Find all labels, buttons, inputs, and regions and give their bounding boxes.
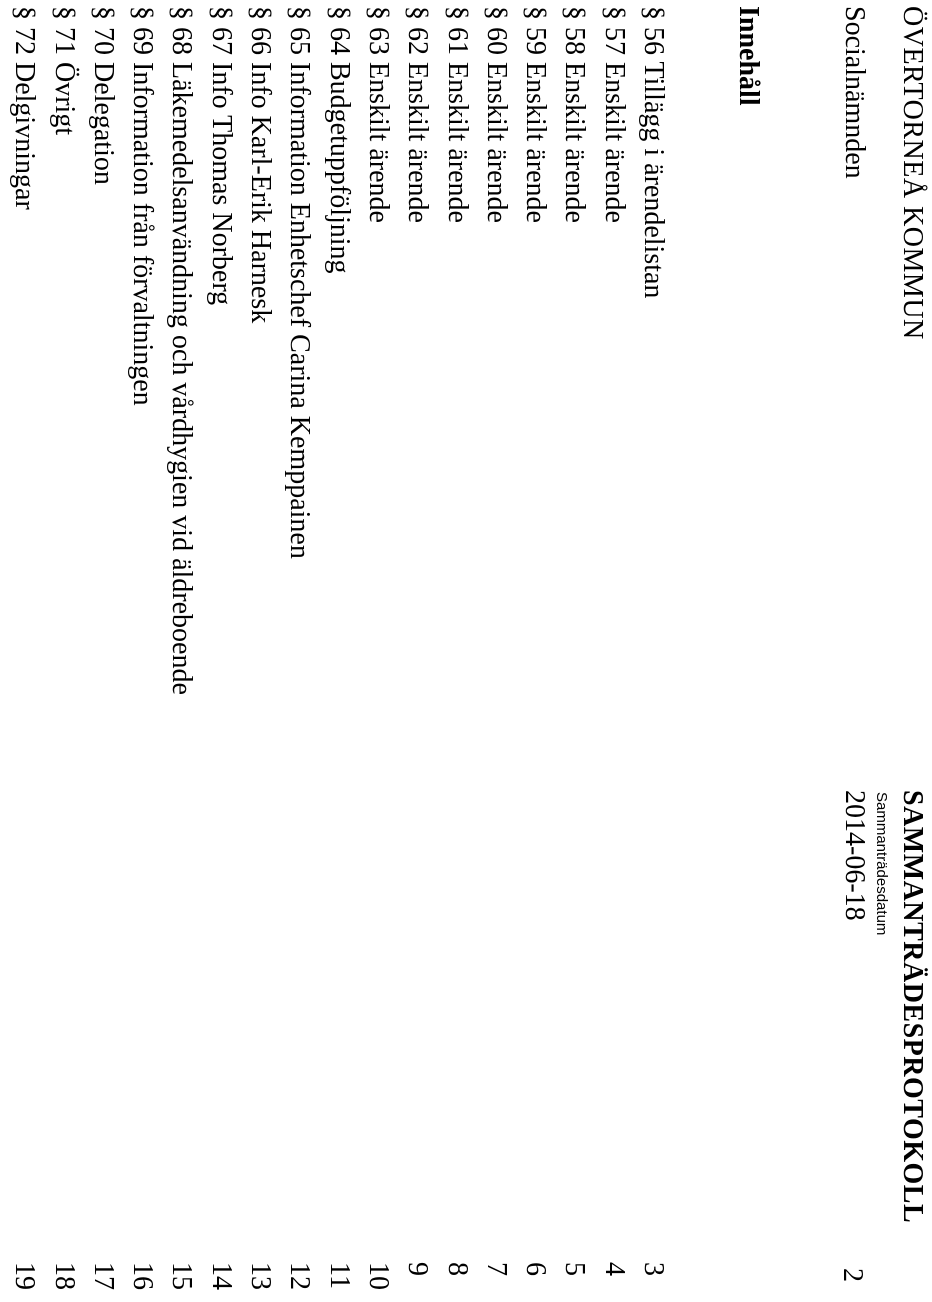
toc-entry xyxy=(631,0,670,1302)
table-of-contents xyxy=(2,0,670,1302)
toc-entry xyxy=(591,0,630,1302)
toc-entry-title: § 71 Övrigt xyxy=(48,6,80,136)
toc-entry xyxy=(198,0,237,1302)
meeting-date: 2014-06-18 xyxy=(839,790,870,921)
toc-entry-title: § 56 Tillägg i ärendelistan xyxy=(638,6,669,299)
toc-entry-title: § 64 Budgetuppföljning xyxy=(323,6,355,274)
toc-entry-title: § 70 Delegation xyxy=(87,6,119,185)
toc-entry-page: 19 xyxy=(9,1262,41,1290)
page-number: 2 xyxy=(837,1268,868,1282)
municipality-name: ÖVERTORNEÅ KOMMUN xyxy=(897,6,928,340)
toc-entry xyxy=(2,0,41,1302)
toc-entry xyxy=(41,0,80,1302)
toc-entry-page: 3 xyxy=(638,1262,669,1276)
toc-entry xyxy=(277,0,316,1302)
toc-entry-title: § 57 Enskilt ärende xyxy=(598,6,630,223)
toc-entry-page: 7 xyxy=(480,1262,512,1276)
toc-entry-page: 15 xyxy=(166,1262,198,1290)
toc-entry xyxy=(552,0,591,1302)
toc-entry-page: 13 xyxy=(245,1262,277,1290)
toc-entry-page: 18 xyxy=(48,1262,80,1290)
toc-entry-page: 9 xyxy=(402,1262,434,1276)
toc-entry-page: 11 xyxy=(323,1262,355,1289)
toc-entry-page: 12 xyxy=(284,1262,316,1290)
toc-entry-page: 6 xyxy=(520,1262,552,1276)
toc-entry xyxy=(395,0,434,1302)
toc-entry-title: § 67 Info Thomas Norberg xyxy=(205,6,237,306)
toc-entry xyxy=(120,0,159,1302)
toc-entry-title: § 58 Enskilt ärende xyxy=(559,6,591,223)
committee-name: Socialnämnden xyxy=(839,6,870,179)
toc-entry-title: § 61 Enskilt ärende xyxy=(441,6,473,223)
toc-entry-title: § 69 Information från förvaltningen xyxy=(127,6,159,406)
toc-entry-title: § 60 Enskilt ärende xyxy=(480,6,512,223)
toc-entry xyxy=(81,0,120,1302)
meeting-date-label: Sammanträdesdatum xyxy=(873,792,890,936)
toc-entry-title: § 68 Läkemedelsanvändning och vårdhygien vid äldreboende xyxy=(166,6,198,695)
toc-entry xyxy=(434,0,473,1302)
toc-entry xyxy=(316,0,355,1302)
toc-entry-page: 4 xyxy=(598,1262,630,1276)
toc-entry xyxy=(159,0,198,1302)
toc-entry-title: § 63 Enskilt ärende xyxy=(362,6,394,223)
document-type-title: SAMMANTRÄDESPROTOKOLL xyxy=(897,790,928,1224)
toc-entry-page: 17 xyxy=(87,1262,119,1290)
toc-entry-page: 14 xyxy=(205,1262,237,1290)
toc-entry-page: 5 xyxy=(559,1262,591,1276)
toc-entry-page: 8 xyxy=(441,1262,473,1276)
toc-entry-page: 10 xyxy=(362,1262,394,1290)
toc-entry-page: 16 xyxy=(127,1262,159,1290)
toc-entry-title: § 66 Info Karl-Erik Harnesk xyxy=(245,6,277,324)
toc-entry xyxy=(356,0,395,1302)
toc-entry-title: § 65 Information Enhetschef Carina Kemppainen xyxy=(284,6,316,559)
toc-entry xyxy=(238,0,277,1302)
toc-entry-title: § 59 Enskilt ärende xyxy=(520,6,552,223)
toc-entry xyxy=(513,0,552,1302)
toc-entry-title: § 72 Delgivningar xyxy=(9,6,41,210)
toc-heading: Innehåll xyxy=(733,6,764,106)
toc-entry-title: § 62 Enskilt ärende xyxy=(402,6,434,223)
toc-entry xyxy=(474,0,513,1302)
